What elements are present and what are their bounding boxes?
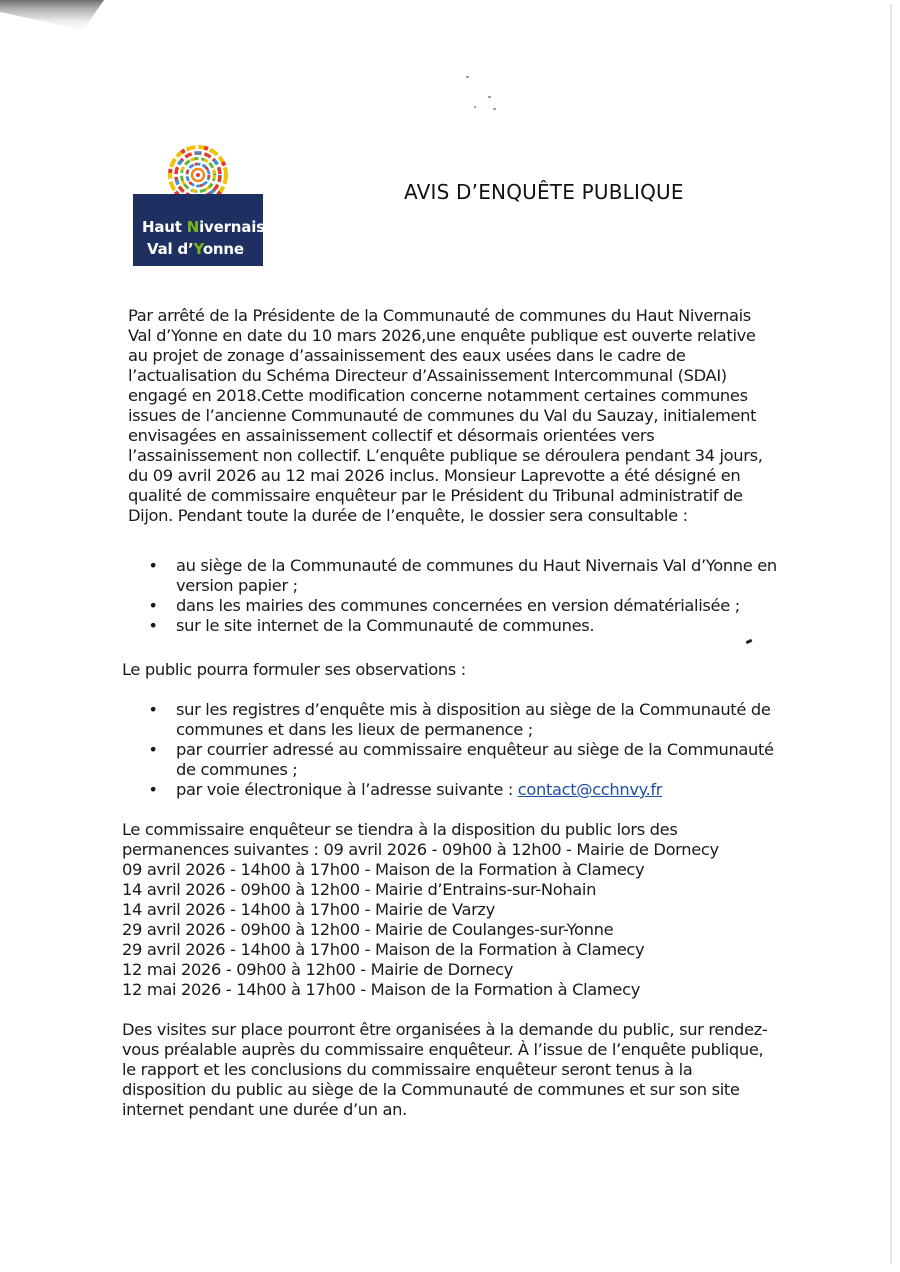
logo-line-1: Haut Nivernais — [142, 218, 265, 236]
permanence-entry: 09 avril 2026 - 14h00 à 17h00 - Maison de la Formation à Clamecy — [122, 860, 645, 879]
list-item-text: sur les registres d’enquête mis à disposition au siège de la Communauté de communes et dans les lieux de permanence ; — [176, 700, 771, 739]
permanence-entry: 12 mai 2026 - 14h00 à 17h00 - Maison de la Formation à Clamecy — [122, 980, 640, 999]
observations-intro: Le public pourra formuler ses observations : — [122, 660, 466, 679]
scan-corner-shadow — [0, 0, 104, 30]
permanences-section — [122, 820, 778, 1000]
organization-logo — [133, 144, 263, 266]
consultation-list — [128, 556, 778, 636]
list-item-text: dans les mairies des communes concernées en version dématérialisée ; — [176, 596, 740, 615]
permanence-entry: 12 mai 2026 - 09h00 à 12h00 - Mairie de Dornecy — [122, 960, 514, 979]
list-item — [128, 596, 778, 616]
notice-body — [122, 306, 778, 1120]
bullet-icon: • — [148, 740, 158, 759]
bullet-icon: • — [148, 616, 158, 635]
logo-line-2: Val d’Yonne — [147, 240, 244, 258]
list-item — [128, 616, 778, 636]
bullet-icon: • — [148, 700, 158, 719]
list-item-text: sur le site internet de la Communauté de communes. — [176, 616, 595, 635]
bullet-icon: • — [148, 556, 158, 575]
list-item-text: par voie électronique à l’adresse suivante : — [176, 780, 518, 799]
permanence-entry: 29 avril 2026 - 09h00 à 12h00 - Mairie de Coulanges-sur-Yonne — [122, 920, 614, 939]
closing-paragraph: Des visites sur place pourront être organisées à la demande du public, sur rendez-vous préalable auprès du commissaire enquêteur. À l’issue de l’enquête publique, le rapport et les conclusions du commissaire enquêteur seront tenus à la disposition du public au siège de la Communauté de communes et sur son site internet pendant une durée d’un an. — [122, 1020, 768, 1119]
bullet-icon: • — [148, 780, 158, 799]
intro-paragraph: Par arrêté de la Présidente de la Communauté de communes du Haut Nivernais Val d’Yonne en date du 10 mars 2026,une enquête publique est ouverte relative au projet de zonage d’assainissement des eaux usées dans le cadre de l’actualisation du Schéma Directeur d’Assainissement Intercommunal (SDAI) engagé en 2018.Cette modification concerne notamment certaines communes issues de l’ancienne Communauté de communes du Val du Sauzay, initialement envisagées en assainissement collectif et désormais orientées vers l’assainissement non collectif. L’enquête publique se déroulera pendant 34 jours, du 09 avril 2026 au 12 mai 2026 inclus. Monsieur Laprevotte a été désigné en qualité de commissaire enquêteur par le Président du Tribunal administratif de Dijon. Pendant toute la durée de l’enquête, le dossier sera consultable : — [128, 306, 763, 525]
page-title: AVIS D’ENQUÊTE PUBLIQUE — [404, 180, 684, 204]
scan-speck — [488, 96, 491, 98]
list-item-text: par courrier adressé au commissaire enquêteur au siège de la Communauté de communes ; — [176, 740, 774, 779]
list-item — [128, 740, 778, 780]
list-item — [128, 556, 778, 596]
scan-speck — [493, 108, 496, 110]
permanence-entry: 14 avril 2026 - 09h00 à 12h00 - Mairie d’Entrains-sur-Nohain — [122, 880, 597, 899]
permanences-intro: Le commissaire enquêteur se tiendra à la disposition du public lors des permanences suivantes : 09 avril 2026 - 09h00 à 12h00 - Mairie de Dornecy — [122, 820, 719, 859]
permanence-entry: 14 avril 2026 - 14h00 à 17h00 - Mairie de Varzy — [122, 900, 495, 919]
scan-speck — [466, 76, 469, 78]
list-item-text: au siège de la Communauté de communes du Haut Nivernais Val d’Yonne en version papier ; — [176, 556, 777, 595]
scan-edge-line — [890, 4, 892, 1264]
observations-list — [128, 700, 778, 800]
list-item — [128, 700, 778, 740]
contact-email-link[interactable]: contact@cchnvy.fr — [517, 780, 663, 799]
permanence-entry: 29 avril 2026 - 14h00 à 17h00 - Maison de la Formation à Clamecy — [122, 940, 645, 959]
scan-speck — [474, 106, 476, 108]
bullet-icon: • — [148, 596, 158, 615]
list-item — [128, 780, 778, 800]
